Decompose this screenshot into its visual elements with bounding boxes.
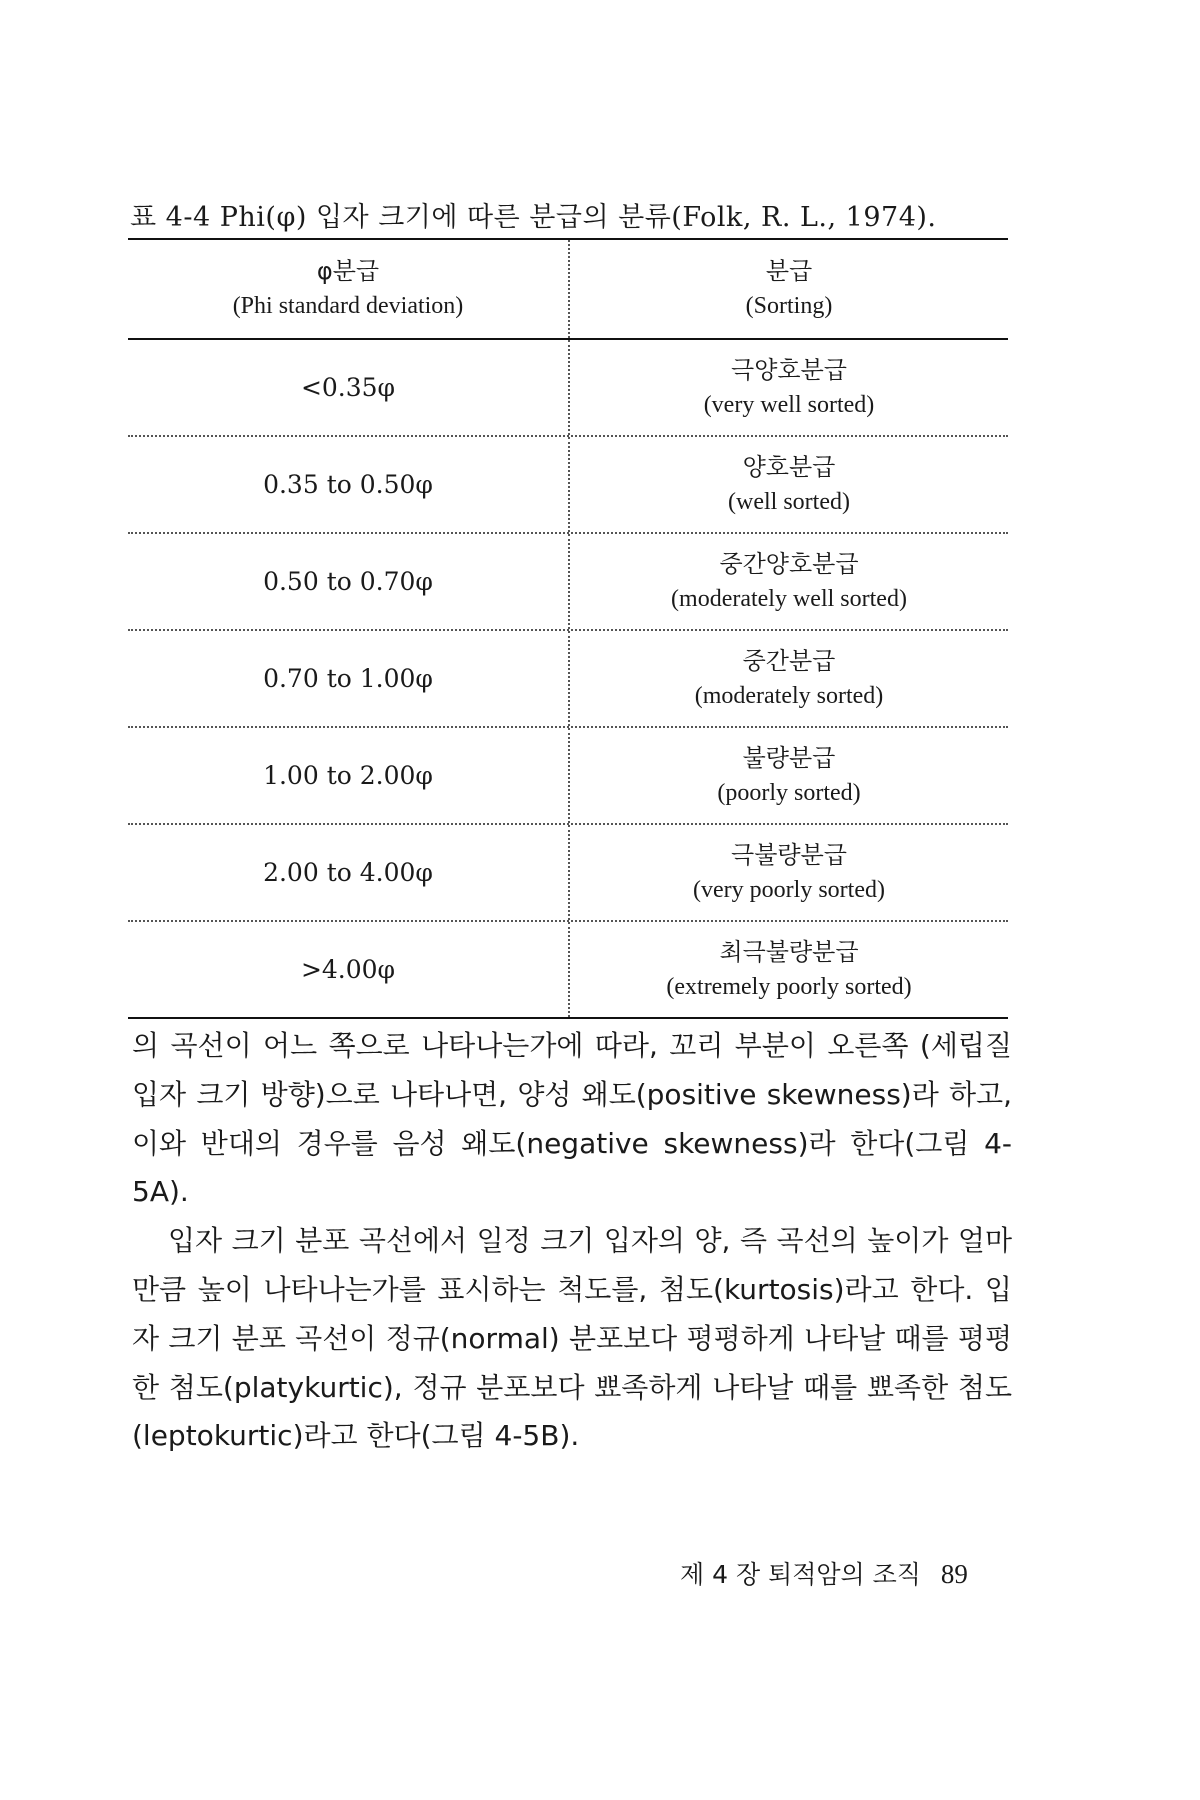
page-number: 89 xyxy=(940,1559,968,1589)
header-phi-ko: φ분급 xyxy=(316,257,380,286)
paragraph-skewness: 의 곡선이 어느 쪽으로 나타나는가에 따라, 꼬리 부분이 오른쪽 (세립질 입자 크기 방향)으로 나타나면, 양성 왜도(positive skewness)라 하고, 이와 반대의 경우를 음성 왜도(negative skewness)라 한다(그림 4-5A). xyxy=(132,1029,1012,1209)
sorting-en: (well sorted) xyxy=(728,488,850,515)
body-text xyxy=(132,1022,1012,1461)
header-phi-en: (Phi standard deviation) xyxy=(232,293,464,319)
sorting-en: (moderately sorted) xyxy=(694,682,884,709)
paragraph-kurtosis: 입자 크기 분포 곡선에서 일정 크기 입자의 양, 즉 곡선의 높이가 얼마만큼 높이 나타나는가를 표시하는 척도를, 첨도(kurtosis)라고 한다. 입자 크기 분포 곡선이 정규(normal) 분포보다 평평하게 나타날 때를 평평한 첨도(platykurtic), 정규 분포보다 뾰족하게 나타날 때를 뾰족한 첨도(leptokurtic)라고 한다(그림 4-5B). xyxy=(132,1224,1012,1453)
phi-range: <0.35φ xyxy=(128,340,570,435)
phi-range: 0.35 to 0.50φ xyxy=(128,437,570,532)
sorting-ko: 양호분급 xyxy=(742,452,836,481)
table-row xyxy=(128,437,1008,534)
sorting-class xyxy=(570,922,1008,1017)
sorting-table xyxy=(128,238,1008,1019)
table-row xyxy=(128,534,1008,631)
page-footer xyxy=(680,1555,1010,1591)
table-header xyxy=(128,240,1008,340)
table-row xyxy=(128,922,1008,1017)
header-sorting-ko: 분급 xyxy=(765,257,813,286)
sorting-en: (extremely poorly sorted) xyxy=(666,973,912,1000)
phi-range: >4.00φ xyxy=(128,922,570,1017)
sorting-class xyxy=(570,534,1008,629)
sorting-en: (moderately well sorted) xyxy=(671,585,907,612)
sorting-en: (very well sorted) xyxy=(703,391,875,418)
table-row xyxy=(128,825,1008,922)
table-row xyxy=(128,728,1008,825)
phi-range: 1.00 to 2.00φ xyxy=(128,728,570,823)
sorting-en: (very poorly sorted) xyxy=(693,876,885,903)
sorting-class xyxy=(570,631,1008,726)
sorting-class xyxy=(570,437,1008,532)
sorting-ko: 불량분급 xyxy=(742,743,836,772)
header-sorting-en: (Sorting) xyxy=(745,293,833,319)
table-caption: 표 4-4 Phi(φ) 입자 크기에 따른 분급의 분류(Folk, R. L., 1974). xyxy=(130,202,937,233)
chapter-title: 제 4 장 퇴적암의 조직 xyxy=(680,1560,921,1589)
table-row xyxy=(128,340,1008,437)
header-phi-column xyxy=(128,240,570,338)
sorting-en: (poorly sorted) xyxy=(717,779,861,806)
phi-range: 0.50 to 0.70φ xyxy=(128,534,570,629)
sorting-class xyxy=(570,340,1008,435)
phi-range: 2.00 to 4.00φ xyxy=(128,825,570,920)
sorting-ko: 중간분급 xyxy=(742,646,836,675)
sorting-ko: 극양호분급 xyxy=(731,355,847,384)
sorting-ko: 중간양호분급 xyxy=(719,549,859,578)
table-row xyxy=(128,631,1008,728)
sorting-class xyxy=(570,825,1008,920)
sorting-ko: 극불량분급 xyxy=(731,840,847,869)
phi-range: 0.70 to 1.00φ xyxy=(128,631,570,726)
sorting-ko: 최극불량분급 xyxy=(719,937,859,966)
header-sorting-column xyxy=(570,240,1008,338)
sorting-class xyxy=(570,728,1008,823)
